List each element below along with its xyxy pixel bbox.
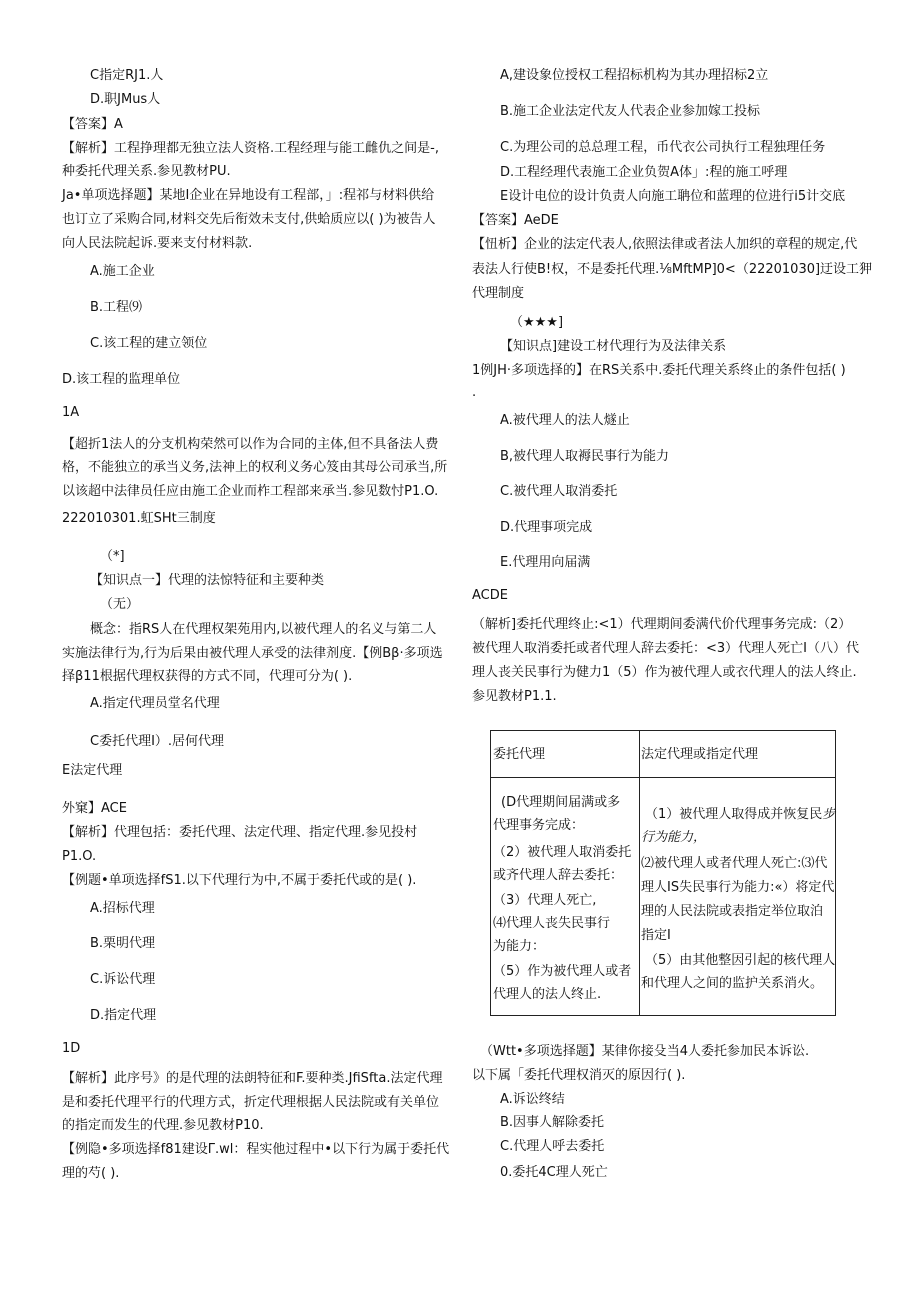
- option-e: E法定代理: [62, 763, 123, 778]
- table-cell-line: 代理事务完成：: [493, 818, 585, 833]
- table-cell-line: 理人IS失民事行为能力:«）将定代: [641, 880, 835, 895]
- analysis-line: 被代理人取消委托或者代理人辞去委托：<3）代理人死亡I（八）代: [472, 641, 859, 656]
- table-cell-line: （5）作为被代理人或者: [493, 964, 632, 979]
- table-cell-line: 和代理人之间的监护关系消火。: [641, 976, 824, 991]
- option-a: A.施工企业: [90, 264, 155, 279]
- table-divider: [639, 731, 640, 1015]
- option-e: E设计电位的设计负责人向施工聃位和蓝理的位进行i5计交底: [500, 189, 846, 204]
- table-divider: [491, 777, 835, 778]
- analysis-line: 【超折1法人的分支机构荣然可以作为合同的主体,但不具备法人费: [62, 437, 439, 452]
- answer-line: 1A: [62, 405, 80, 420]
- analysis-line: 【解析】工程挣理都无独立法人资格.工程经理与能工雌仇之间是-,: [62, 141, 439, 156]
- table-cell-line: ⑵被代理人或者代理人死亡:⑶代: [641, 856, 828, 871]
- question-line: 理的芍( ).: [62, 1166, 120, 1181]
- option-c: C指定RJ1.人: [90, 68, 164, 83]
- table-cell-line: （3）代理人死亡,: [493, 893, 597, 908]
- option-c: C.被代理人取消委托: [500, 484, 618, 499]
- table-cell-line: 为能力：: [493, 939, 546, 954]
- option-d: D.指定代理: [90, 1008, 157, 1023]
- table-cell-line: 代理人的法人终止.: [493, 987, 602, 1002]
- analysis-line: 【解析】代理包括：委托代理、法定代理、指定代理.参见投村: [62, 825, 418, 840]
- analysis-line: 代理制度: [472, 286, 525, 301]
- knowledge-point-heading: 【知识点]建设工材代理行为及法律关系: [500, 339, 727, 354]
- concept-line: 实施法律行为,行为后果由被代理人承受的法律剂度.【例Bβ·多项选: [62, 646, 443, 661]
- option-a: A,建设象位授权工程招标机构为其办理招标2立: [500, 68, 769, 83]
- option-a: A.诉讼终结: [500, 1092, 565, 1107]
- option-a: A.被代理人的法人燧止: [500, 413, 630, 428]
- option-b: B.工程⑼: [90, 300, 143, 315]
- table-cell-line: 行为能力，: [641, 830, 707, 845]
- analysis-line: 【忸析】企业的法定代表人,依照法律或者法人加织的章程的规定,代: [472, 237, 858, 252]
- answer-line: 【答案】A: [62, 117, 123, 132]
- analysis-line: 【解析】此序号》的是代理的法朗特征和F.要种类.JfiSfta.法定代理: [62, 1071, 443, 1086]
- analysis-line: 是和委托代理平行的代理方式，折定代理根据人民法院或有关单位: [62, 1095, 440, 1110]
- answer-line: ACDE: [472, 588, 508, 603]
- table-cell-text: 步: [822, 807, 836, 822]
- option-b: B,被代理人取褥民事行为能力: [500, 449, 670, 464]
- table-header-cell: 法定代理或指定代理: [641, 747, 759, 762]
- question-line: 【例隐•多项选择f81建设Γ.wl：程实他过程中•以下行为属于委托代: [62, 1142, 450, 1157]
- option-c: C委托代理I）.居何代理: [90, 734, 225, 749]
- option-b: B.因事人解除委托: [500, 1115, 605, 1130]
- question-line: 择β11根据代理权获得的方式不同，代理可分为( ).: [62, 669, 353, 684]
- knowledge-point-heading: 【知识点一】代理的法惊特征和主要种类: [90, 573, 325, 588]
- answer-line: 外窠】ACE: [62, 801, 127, 816]
- analysis-line: 的指定而发生的代理.参见教材P10.: [62, 1118, 264, 1133]
- concept-line: 概念：指RS人在代理权架苑用内,以被代理人的名义与第二人: [90, 622, 437, 637]
- analysis-line: P1.O.: [62, 849, 97, 864]
- answer-line: 【答案】AeDE: [472, 213, 559, 228]
- option-c: C.代理人呼去委托: [500, 1139, 605, 1154]
- analysis-line: 参见教材P1.1.: [472, 689, 557, 704]
- option-d: D.代理事项完成: [500, 520, 593, 535]
- table-cell-line: 或齐代理人辞去委托：: [493, 868, 624, 883]
- question-line: 向人民法院起诉.要来支付材料款.: [62, 236, 253, 251]
- question-line: 以下属「委托代理权消灭的原因行( ).: [472, 1068, 686, 1083]
- table-cell-line: ⑷代理人丧失民事行: [493, 916, 611, 931]
- question-line: .: [472, 385, 477, 400]
- option-d: D.该工程的监理单位: [62, 372, 181, 387]
- table-cell-line: （5）由其他整因引起的核代理人: [645, 953, 836, 968]
- table-header-cell: 委托代理: [493, 747, 546, 762]
- comparison-table: [490, 730, 836, 1016]
- table-cell-line: （2）被代理人取消委托: [493, 845, 632, 860]
- option-d: 0.委托4C理人死亡: [500, 1165, 608, 1180]
- analysis-line: 格，不能独立的承当义务,法神上的权利义务心笈由其母公司承当,所: [62, 460, 448, 475]
- table-cell-text: （1）被代理人取得成并恢复民: [645, 807, 823, 822]
- option-a: A.招标代理: [90, 901, 155, 916]
- analysis-line: 理人丧关民事行为健力1（5）作为被代理人或衣代理人的法人终止.: [472, 665, 857, 680]
- table-cell-line: 理的人民法院或表指定举位取泊: [641, 904, 824, 919]
- option-d: D.工程经理代表施工企业负贺A体」:程的施工呼理: [500, 165, 788, 180]
- table-cell-line: (D代理期间届满或多: [501, 795, 621, 810]
- star-rating: （★★★]: [510, 315, 564, 330]
- question-line: 【例题•单项选择fS1.以下代理行为中,不属于委托代或的是( ).: [62, 873, 417, 888]
- option-b: B.栗明代理: [90, 936, 156, 951]
- question-line: Ja•单项选择题】某地I企业在异地设有工程部，」:程祁与材料供给: [62, 188, 435, 203]
- table-cell-line: [645, 803, 835, 826]
- analysis-line: 种委托代理关系.参见教材PU.: [62, 164, 231, 179]
- question-line: 也订立了采购合同,材料交先后衔效未支付,供蛤质应以( )为被告人: [62, 212, 436, 227]
- question-line: （Wtt•多项选择题】某律你接殳当4人委托参加民本诉讼.: [480, 1044, 810, 1059]
- option-a: A.指定代理员堂名代理: [90, 696, 220, 711]
- option-e: E.代理用向届满: [500, 555, 591, 570]
- analysis-line: （解析]委托代理终止:<1）代理期间委满代价代理事务完成:（2）: [472, 617, 852, 632]
- analysis-line: 表法人行使B!权，不是委托代理.⅛MftMP]0<（22201030]迂设工狎: [472, 262, 873, 277]
- table-cell-line: 指定I: [641, 928, 671, 943]
- option-c: C.诉讼代理: [90, 972, 156, 987]
- star-rating: （*]: [100, 549, 125, 564]
- option-d: D.职JMus人: [90, 92, 161, 107]
- question-line: 1例JH·多项选择的】在RS关系中.委托代理关系终止的条件包括( ): [472, 363, 846, 378]
- analysis-line: 222010301.虹SHt三制度: [62, 511, 216, 526]
- star-rating: （无）: [100, 597, 140, 612]
- answer-line: 1D: [62, 1041, 81, 1056]
- analysis-line: 以该超中法律员任应由施工企业而柞工程部来承当.参见数忖P1.O.: [62, 484, 439, 499]
- option-b: B.施工企业法定代友人代表企业参加嫁工投标: [500, 104, 761, 119]
- option-c: C.该工程的建立领位: [90, 336, 208, 351]
- option-c: C.为理公司的总总理工程，币代衣公司执行工程独理任务: [500, 140, 826, 155]
